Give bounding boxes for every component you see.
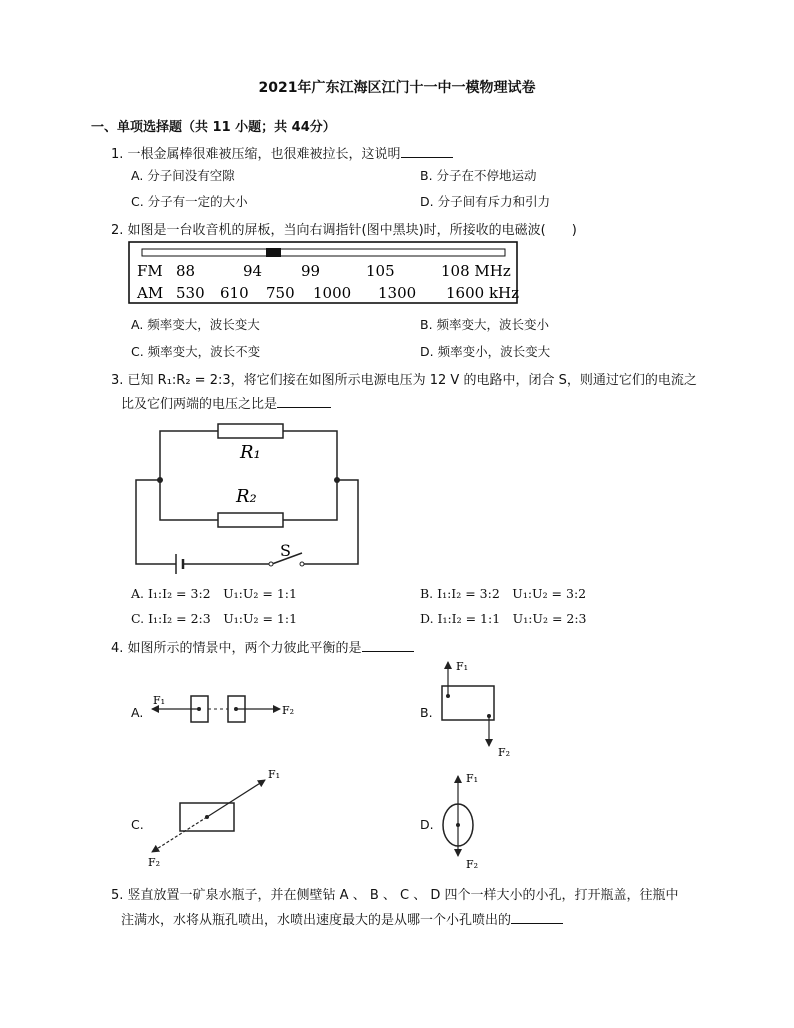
q2-option-a: A. 频率变大，波长变大	[131, 317, 260, 332]
r2-label: R₂	[236, 486, 257, 507]
wire	[302, 480, 358, 564]
question-4-text: 4. 如图所示的情景中，两个力彼此平衡的是	[111, 641, 362, 656]
switch-label: S	[280, 541, 291, 560]
answer-blank	[511, 911, 563, 924]
q3-option-d: D. I₁:I₂ = 1:1 U₁:U₂ = 2:3	[420, 611, 587, 626]
force-figure-b	[436, 656, 526, 760]
dial-track	[142, 249, 505, 256]
am-tick: 610	[220, 284, 249, 302]
wire	[160, 431, 218, 480]
dial-pointer	[266, 248, 281, 257]
answer-blank	[401, 145, 453, 158]
q3-option-a: A. I₁:I₂ = 3:2 U₁:U₂ = 1:1	[131, 586, 297, 601]
fm-label: FM	[137, 262, 163, 280]
force-figure-a	[148, 688, 308, 728]
question-5-stem-line1: 5. 竖直放置一矿泉水瓶子，并在侧壁钻 A 、 B 、 C 、 D 四个一样大小的小孔，打开瓶盖，往瓶中	[111, 888, 679, 903]
am-tick: 1000	[313, 284, 352, 302]
q4-option-d-label: D.	[420, 817, 434, 832]
f2-label: F₂	[148, 856, 161, 869]
q2-option-b: B. 频率变大，波长变小	[420, 317, 550, 332]
section-heading: 一、单项选择题（共 11 小题；共 44分）	[91, 120, 336, 135]
wire	[283, 480, 337, 520]
force-arrow-f1	[207, 780, 265, 817]
wire	[160, 480, 218, 520]
question-5-stem-line2	[121, 909, 563, 928]
answer-blank	[277, 395, 331, 408]
force-figure-d	[436, 768, 496, 874]
am-tick: 1600 kHz	[446, 284, 520, 302]
am-label: AM	[137, 284, 164, 302]
switch-contact	[300, 562, 304, 566]
fm-tick: 108 MHz	[441, 262, 511, 280]
junction-node	[334, 477, 340, 483]
q4-option-b-label: B.	[420, 705, 433, 720]
question-1-stem	[111, 143, 453, 162]
question-1-text: 1. 一根金属棒很难被压缩，也很难被拉长，这说明	[111, 147, 401, 162]
question-5-text: 注满水，水将从瓶孔喷出，水喷出速度最大的是从哪一个小孔喷出的	[121, 913, 512, 928]
f2-label: F₂	[282, 704, 295, 717]
fm-tick: 88	[176, 262, 196, 280]
q3-option-b: B. I₁:I₂ = 3:2 U₁:U₂ = 3:2	[420, 586, 587, 601]
question-3-stem-line1: 3. 已知 R₁:R₂ = 2:3，将它们接在如图所示电源电压为 12 V 的电路中，闭合 S，则通过它们的电流之	[111, 373, 697, 388]
f2-label: F₂	[466, 858, 479, 871]
am-tick: 1300	[378, 284, 417, 302]
resistor-r2	[218, 513, 283, 527]
switch-contact	[269, 562, 273, 566]
fm-tick: 105	[366, 262, 395, 280]
radio-dial-figure	[128, 241, 520, 305]
wire	[136, 480, 176, 564]
am-tick: 750	[266, 284, 295, 302]
page-title: 2021年广东江海区江门十一中一模物理试卷	[258, 80, 536, 96]
r1-label: R₁	[240, 442, 261, 463]
answer-blank	[362, 639, 414, 652]
wire	[283, 431, 337, 480]
force-figure-c	[140, 766, 290, 872]
f1-label: F₁	[456, 660, 469, 673]
fm-tick: 99	[301, 262, 321, 280]
f1-label: F₁	[153, 694, 166, 707]
question-4-stem	[111, 637, 414, 656]
q2-option-c: C. 频率变大，波长不变	[131, 344, 261, 359]
f2-label: F₂	[498, 746, 511, 759]
am-tick: 530	[176, 284, 205, 302]
q2-option-d: D. 频率变小，波长变大	[420, 344, 551, 359]
block	[442, 686, 494, 720]
q1-option-c: C. 分子有一定的大小	[131, 194, 248, 209]
q3-option-c: C. I₁:I₂ = 2:3 U₁:U₂ = 1:1	[131, 611, 298, 626]
q1-option-a: A. 分子间没有空隙	[131, 168, 235, 183]
junction-node	[157, 477, 163, 483]
question-2-stem: 2. 如图是一台收音机的屏板，当向右调指针(图中黑块)时，所接收的电磁波( )	[111, 223, 577, 238]
circuit-diagram	[130, 420, 365, 575]
f1-label: F₁	[268, 768, 281, 781]
q4-option-a-label: A.	[131, 705, 144, 720]
resistor-r1	[218, 424, 283, 438]
q1-option-b: B. 分子在不停地运动	[420, 168, 537, 183]
question-3-stem-line2	[121, 393, 331, 412]
question-3-text: 比及它们两端的电压之比是	[121, 397, 278, 412]
f1-label: F₁	[466, 772, 479, 785]
q1-option-d: D. 分子间有斥力和引力	[420, 194, 551, 209]
q4-option-c-label: C.	[131, 817, 144, 832]
fm-tick: 94	[243, 262, 263, 280]
